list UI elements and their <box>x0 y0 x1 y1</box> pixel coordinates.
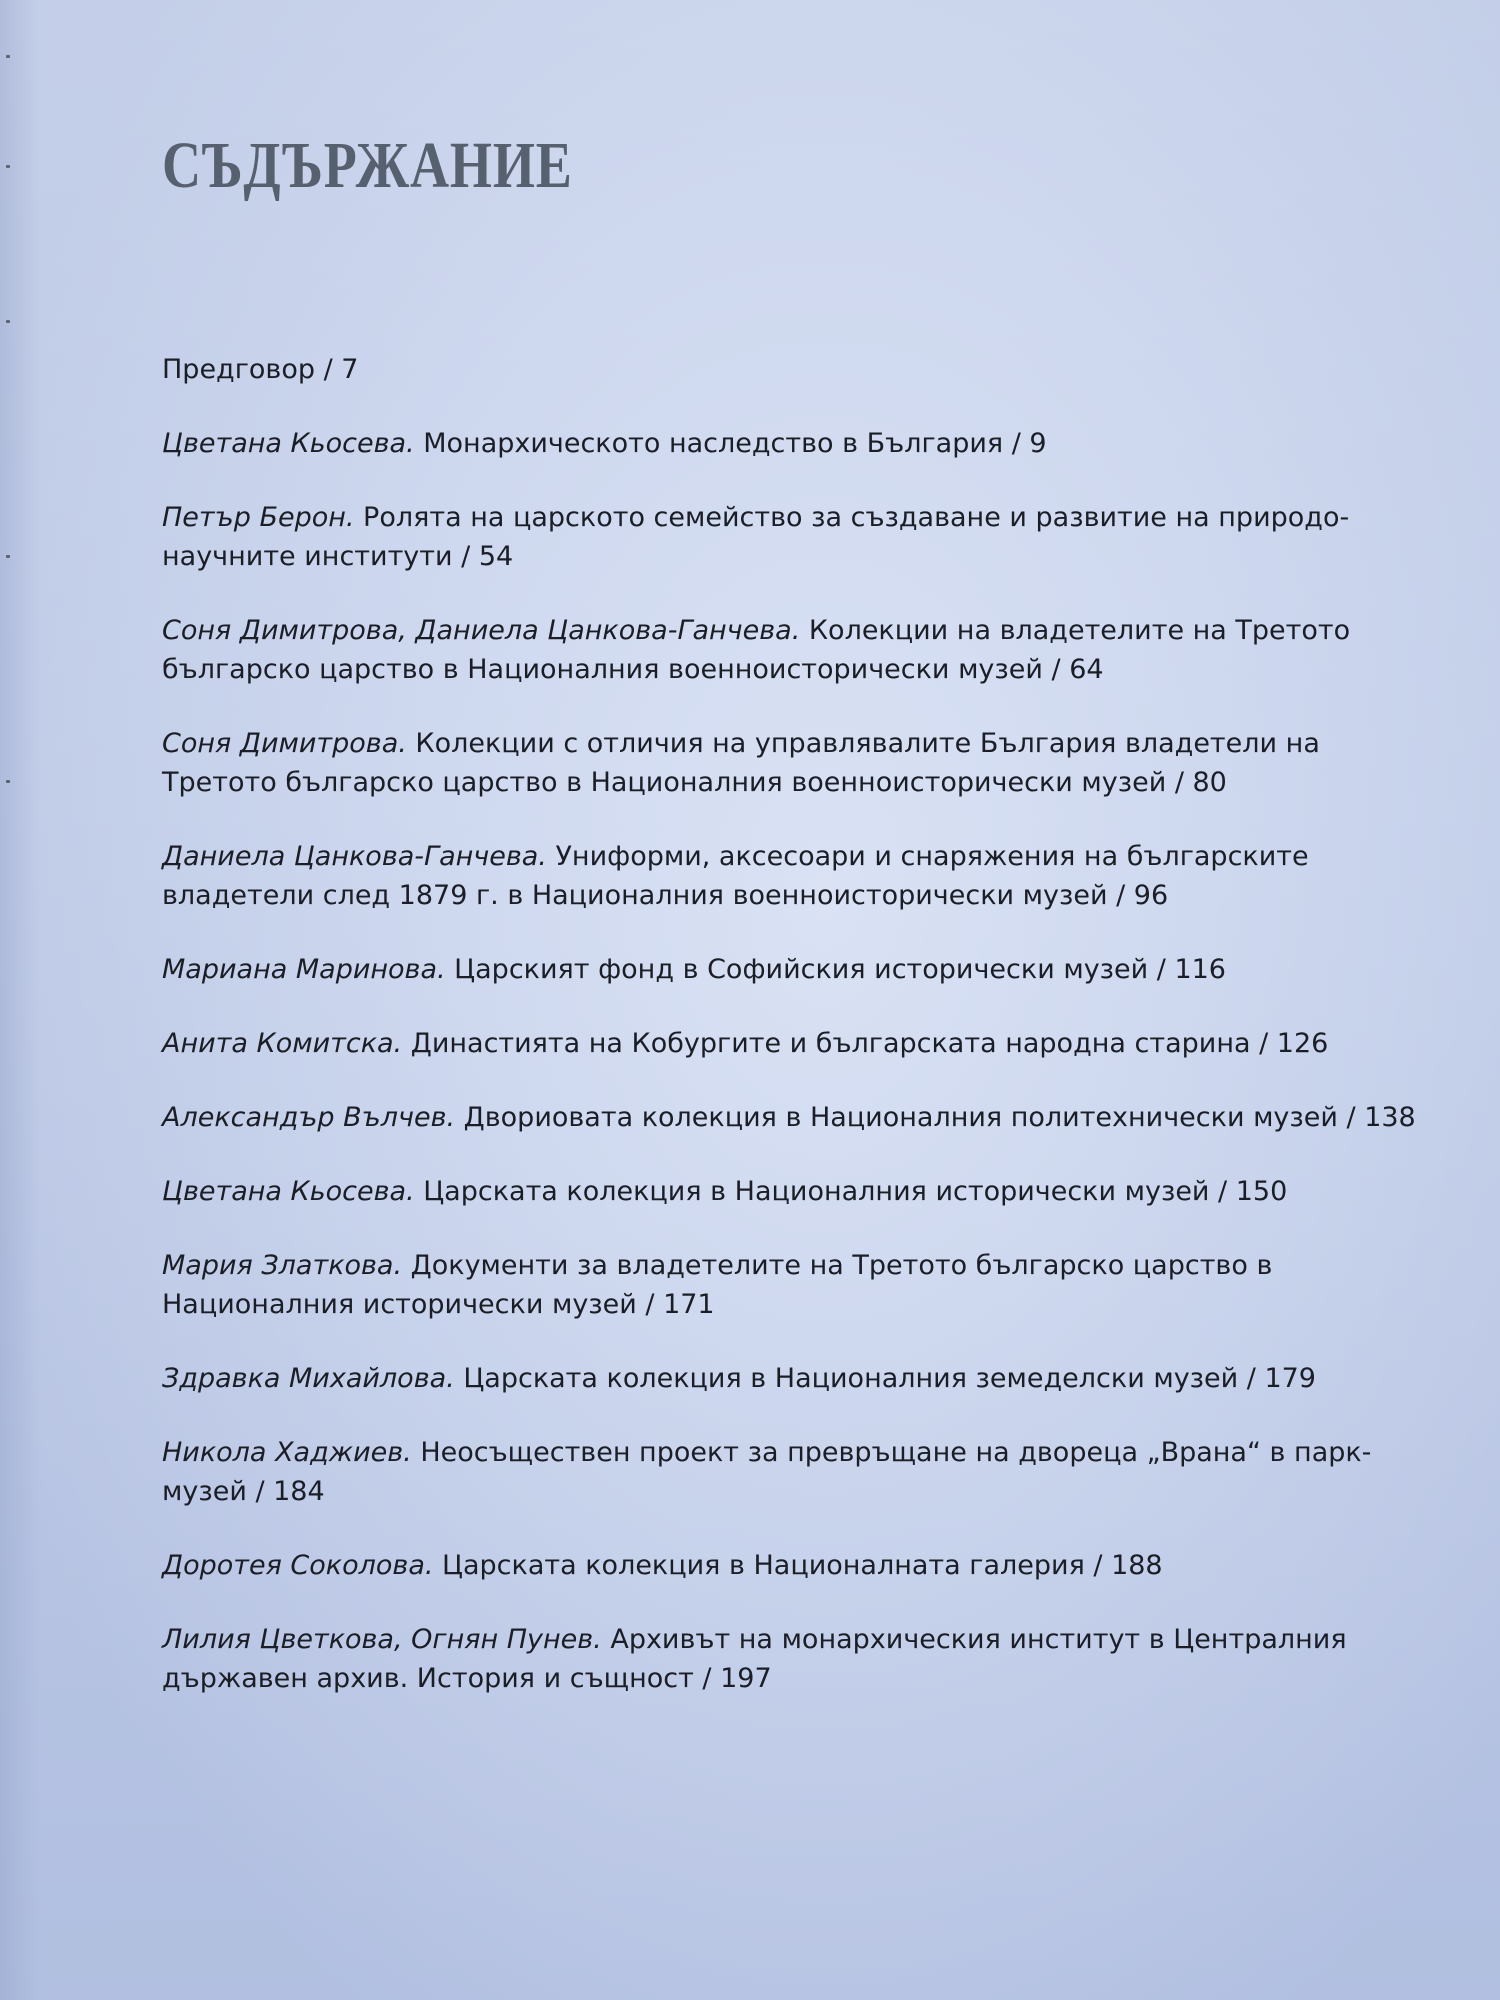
toc-entry-title: Царската колекция в Националния исторически музей / 150 <box>414 1176 1288 1207</box>
margin-speck <box>6 165 10 168</box>
toc-entry-author: Анита Комитска. <box>162 1028 403 1059</box>
margin-speck <box>6 55 10 58</box>
toc-entry-author: Александър Вълчев. <box>162 1102 456 1133</box>
toc-entry <box>162 1246 1422 1324</box>
toc-entry-author: Цветана Кьосева. <box>162 1176 415 1207</box>
toc-entry-title: Царският фонд в Софийския исторически музей / 116 <box>445 954 1226 985</box>
toc-entry-author: Доротея Соколова. <box>162 1550 434 1581</box>
toc-entry <box>162 498 1422 576</box>
toc-entry-title: Документи за владетелите на Третото българско царство в Националния исторически музей / 171 <box>162 1250 1273 1320</box>
toc-entry-title: Двориовата колекция в Националния политехнически музей / 138 <box>455 1102 1416 1133</box>
toc-entry <box>162 1620 1422 1698</box>
toc-entry-title: Колекции с отличия на управлявалите България владетели на Третото българско царство в Националния военноисторически музей / 80 <box>162 728 1320 798</box>
toc-entry <box>162 1359 1422 1398</box>
toc-entry-title: Колекции на владетелите на Третото българско царство в Националния военноисторически музей / 64 <box>162 615 1351 685</box>
page-title: СЪДЪРЖАНИЕ <box>162 129 573 202</box>
toc-entry-title: Династията на Кобургите и българската народна старина / 126 <box>402 1028 1329 1059</box>
toc-entry <box>162 424 1422 463</box>
toc-entry-author: Мариана Маринова. <box>162 954 446 985</box>
toc-entry-title: Предговор / 7 <box>162 354 359 385</box>
toc-entry-author: Мария Златкова. <box>162 1250 403 1281</box>
toc-entry-author: Петър Берон. <box>162 502 355 533</box>
toc-entry-title: Униформи, аксесоари и снаряжения на българските владетели след 1879 г. в Националния военноисторически музей / 96 <box>162 841 1309 911</box>
toc-entry-title: Монархическото наследство в България / 9 <box>414 428 1047 459</box>
toc-entry <box>162 1098 1422 1137</box>
margin-speck <box>6 780 10 783</box>
toc-entry-author: Никола Хаджиев. <box>162 1437 412 1468</box>
toc-entry <box>162 950 1422 989</box>
toc-entry <box>162 1172 1422 1211</box>
toc-entry-title: Царската колекция в Националния земеделски музей / 179 <box>454 1363 1316 1394</box>
margin-speck <box>6 555 10 558</box>
toc-entry-title: Неосъществен проект за превръщане на двореца „Врана“ в парк-музей / 184 <box>162 1437 1372 1507</box>
toc-entry-title: Архивът на монархическия институт в Централния държавен архив. История и същност / 197 <box>162 1624 1347 1694</box>
toc-entry <box>162 1546 1422 1585</box>
toc-entry-author: Соня Димитрова, Даниела Цанкова-Ганчева. <box>162 615 801 646</box>
table-of-contents <box>162 350 1422 1733</box>
toc-entry <box>162 724 1422 802</box>
toc-entry <box>162 350 1422 389</box>
toc-entry-title: Царската колекция в Националната галерия / 188 <box>433 1550 1163 1581</box>
toc-entry <box>162 1024 1422 1063</box>
toc-entry-author: Даниела Цанкова-Ганчева. <box>162 841 547 872</box>
toc-entry-author: Здравка Михайлова. <box>162 1363 455 1394</box>
toc-entry-author: Соня Димитрова. <box>162 728 407 759</box>
toc-entry-author: Цветана Кьосева. <box>162 428 415 459</box>
toc-entry <box>162 611 1422 689</box>
margin-speck <box>6 320 10 323</box>
toc-entry <box>162 1433 1422 1511</box>
toc-entry-title: Ролята на царското семейство за създаване и развитие на природо-научните институти / 54 <box>162 502 1350 572</box>
toc-entry <box>162 837 1422 915</box>
toc-entry-author: Лилия Цветкова, Огнян Пунев. <box>162 1624 602 1655</box>
